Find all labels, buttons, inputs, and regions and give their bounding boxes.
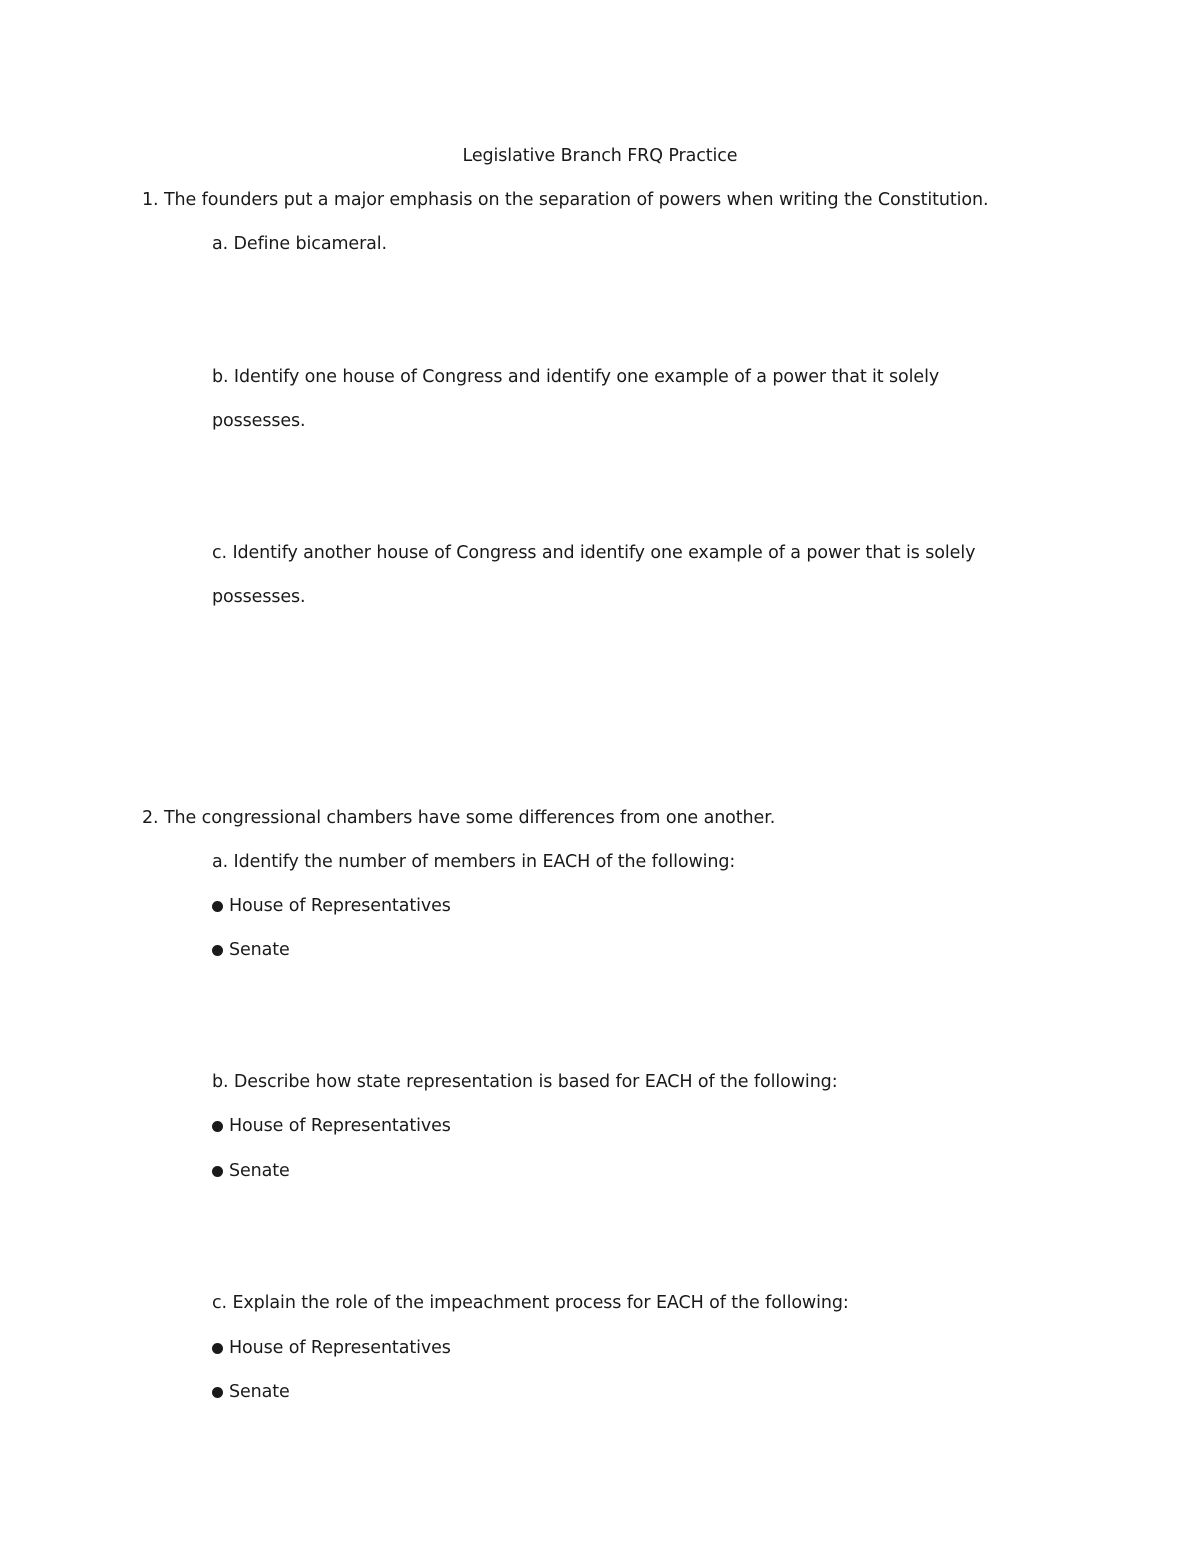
list-item: [212, 895, 451, 917]
bullet-icon: [212, 1387, 223, 1398]
bullet-label: House of Representatives: [229, 896, 451, 916]
bullet-icon: [212, 1166, 223, 1177]
bullet-label: House of Representatives: [229, 1338, 451, 1358]
question-1b-line2: possesses.: [212, 411, 306, 431]
list-item: [212, 1337, 451, 1359]
bullet-label: Senate: [229, 1161, 290, 1181]
question-2c: c. Explain the role of the impeachment process for EACH of the following:: [212, 1293, 849, 1313]
bullet-icon: [212, 1343, 223, 1354]
question-1c-line2: possesses.: [212, 587, 306, 607]
list-item: [212, 1160, 290, 1182]
question-1b-line1: b. Identify one house of Congress and identify one example of a power that it solely: [212, 367, 940, 387]
document-title: Legislative Branch FRQ Practice: [462, 146, 738, 166]
bullet-icon: [212, 945, 223, 956]
list-item: [212, 1115, 451, 1137]
bullet-icon: [212, 1121, 223, 1132]
bullet-label: Senate: [229, 1382, 290, 1402]
bullet-icon: [212, 901, 223, 912]
question-2-stem: 2. The congressional chambers have some differences from one another.: [142, 808, 776, 828]
question-2b: b. Describe how state representation is based for EACH of the following:: [212, 1072, 838, 1092]
list-item: [212, 1381, 290, 1403]
list-item: [212, 939, 290, 961]
question-1c-line1: c. Identify another house of Congress and identify one example of a power that is solely: [212, 543, 976, 563]
bullet-label: Senate: [229, 940, 290, 960]
bullet-label: House of Representatives: [229, 1116, 451, 1136]
question-2a: a. Identify the number of members in EACH of the following:: [212, 852, 736, 872]
question-1a: a. Define bicameral.: [212, 234, 388, 254]
question-1-stem: 1. The founders put a major emphasis on the separation of powers when writing the Constitution.: [142, 190, 989, 210]
